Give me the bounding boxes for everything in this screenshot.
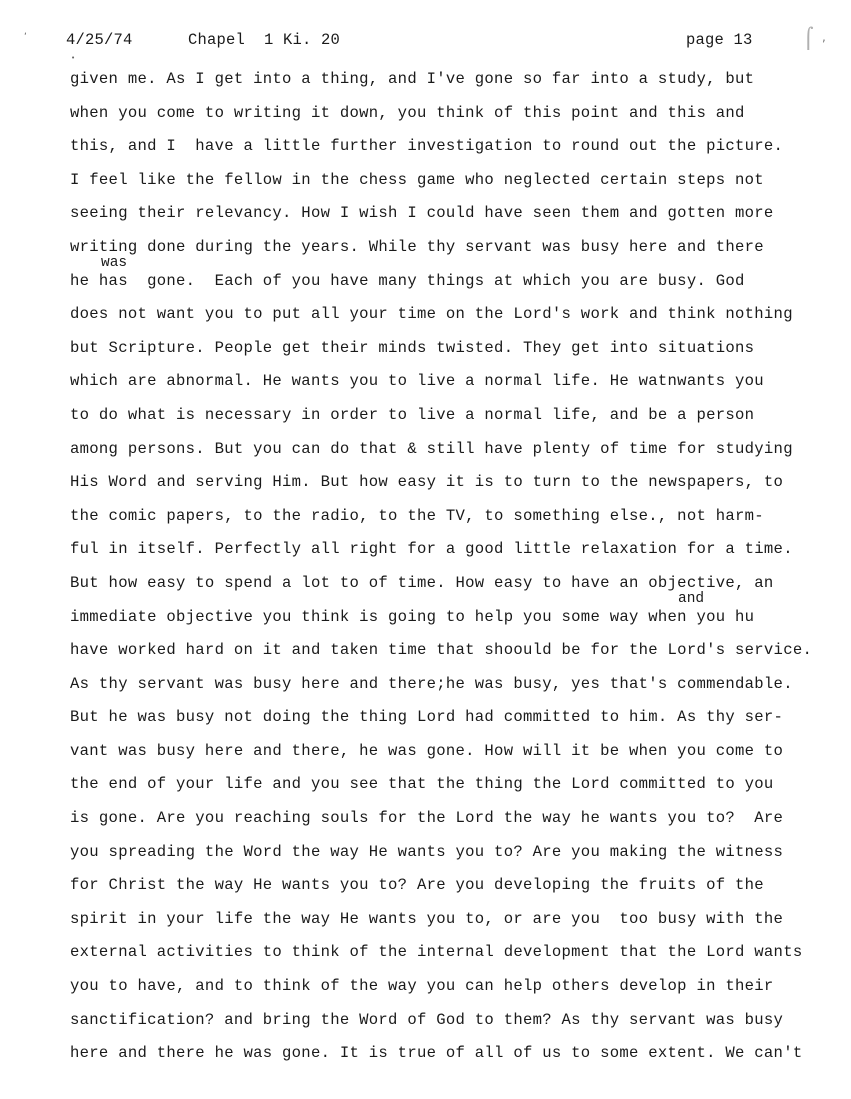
text-line: this, and I have a little further investigation to round out the picture. <box>70 137 784 156</box>
corner-smudge-mark: ⌠ <box>803 26 814 50</box>
text-line: But how easy to spend a lot to of time. How easy to have an objective, an <box>70 573 774 592</box>
text-line: given me. As I get into a thing, and I've gone so far into a study, but <box>70 70 755 88</box>
text-line: which are abnormal. He wants you to live a normal life. He watnwants you <box>70 372 764 391</box>
interlinear-insertion-was: was <box>101 255 128 271</box>
text-line: But he was busy not doing the thing Lord had committed to him. As thy ser- <box>70 708 784 727</box>
text-line: vant was busy here and there, he was gone. How will it be when you come to <box>70 741 784 760</box>
typed-body-text <box>70 63 845 1071</box>
text-line: you to have, and to think of the way you can help others develop in their <box>70 977 774 996</box>
margin-tick-mark: ‘ <box>24 32 27 42</box>
corner-apostrophe-mark: , <box>822 30 826 44</box>
text-line: to do what is necessary in order to live a normal life, and be a person <box>70 405 755 424</box>
text-line: I feel like the fellow in the chess game who neglected certain steps not <box>70 170 764 189</box>
text-line: As thy servant was busy here and there;he was busy, yes that's commendable. <box>70 674 793 693</box>
text-line: among persons. But you can do that & still have plenty of time for studying <box>70 439 793 458</box>
text-line: for Christ the way He wants you to? Are you developing the fruits of the <box>70 876 764 895</box>
text-line: the comic papers, to the radio, to the TV, to something else., not harm- <box>70 506 764 525</box>
text-line: when you come to writing it down, you think of this point and this and <box>70 103 745 122</box>
text-line: have worked hard on it and taken time that shoould be for the Lord's service. <box>70 641 813 660</box>
margin-dot-mark: • <box>71 54 76 62</box>
text-line: immediate objective you think is going to help you some way when you hu <box>70 607 755 626</box>
text-line: writing done during the years. While thy servant was busy here and there <box>70 237 764 256</box>
text-line: here and there he was gone. It is true of all of us to some extent. We can't <box>70 1044 803 1063</box>
text-line: does not want you to put all your time on the Lord's work and think nothing <box>70 305 793 324</box>
text-line: is gone. Are you reaching souls for the Lord the way he wants you to? Are <box>70 809 784 828</box>
text-line: external activities to think of the internal development that the Lord wants <box>70 943 803 962</box>
header-title: Chapel 1 Ki. 20 <box>188 31 341 49</box>
text-line: sanctification? and bring the Word of God to them? As thy servant was busy <box>70 1010 784 1029</box>
page-header <box>0 31 851 53</box>
text-line: spirit in your life the way He wants you to, or are you too busy with the <box>70 909 784 928</box>
header-date: 4/25/74 <box>66 31 133 49</box>
text-line: you spreading the Word the way He wants you to? Are you making the witness <box>70 842 784 861</box>
text-line: seeing their relevancy. How I wish I could have seen them and gotten more <box>70 204 774 223</box>
text-line: ful in itself. Perfectly all right for a good little relaxation for a time. <box>70 540 793 559</box>
interlinear-insertion-and: and <box>678 591 705 607</box>
text-line: His Word and serving Him. But how easy it is to turn to the newspapers, to <box>70 473 784 492</box>
text-line: the end of your life and you see that the thing the Lord committed to you <box>70 775 774 794</box>
text-line: he has gone. Each of you have many things at which you are busy. God <box>70 271 745 290</box>
header-page-number: page 13 <box>686 31 753 49</box>
text-line: but Scripture. People get their minds twisted. They get into situations <box>70 338 755 357</box>
